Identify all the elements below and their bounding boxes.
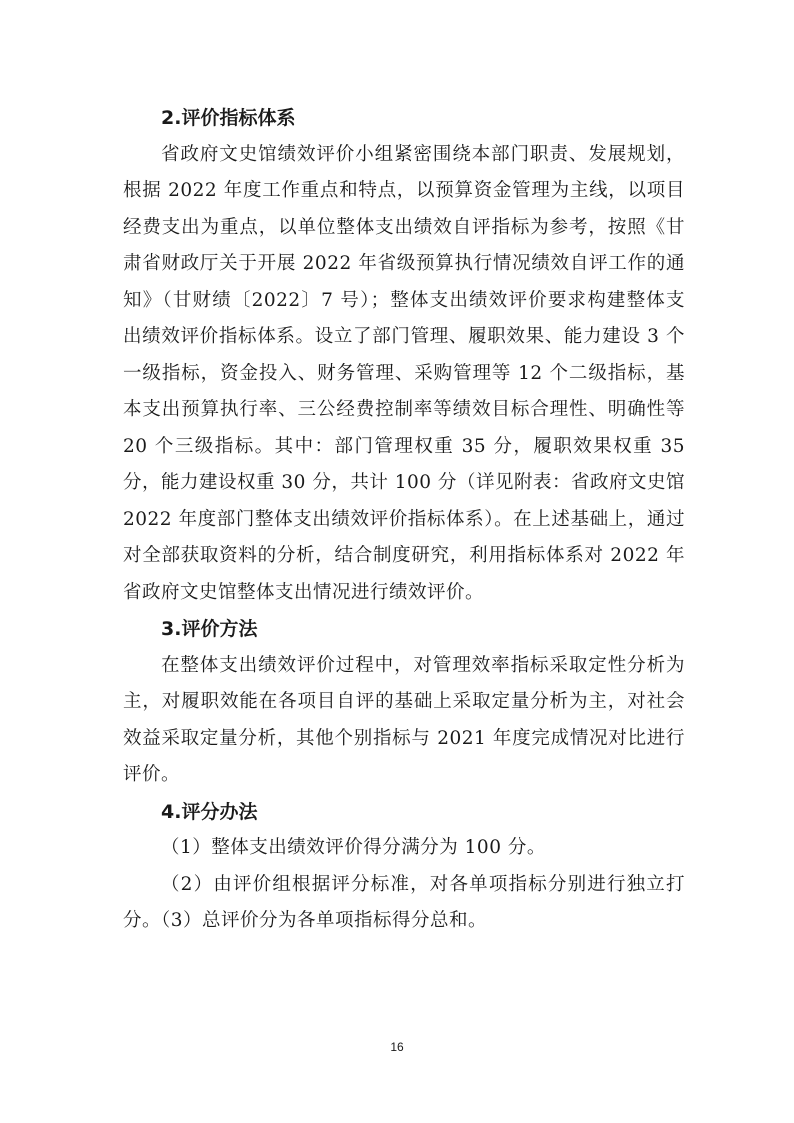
scoring-item-2-3: （2）由评价组根据评分标准，对各单项指标分别进行独立打分。（3）总评价分为各单项指标得分总和。	[123, 873, 685, 931]
section-heading-scoring-method: 4.评分办法	[161, 800, 258, 823]
document-body	[123, 100, 685, 940]
paragraph-evaluation-index-system: 省政府文史馆绩效评价小组紧密围绕本部门职责、发展规划，根据 2022 年度工作重点和特点，以预算资金管理为主线，以项目经费支出为重点，以单位整体支出绩效自评指标为参考，按照《甘肃省财政厅关于开展 2022 年省级预算执行情况绩效自评工作的通知》（甘财绩〔2022〕7 号）；整体支出绩效评价要求构建整体支出绩效评价指标体系。设立了部门管理、履职效果、能力建设 3 个一级指标，资金投入、财务管理、采购管理等 12 个二级指标，基本支出预算执行率、三公经费控制率等绩效目标合理性、明确性等 20 个三级指标。其中：部门管理权重 35 分，履职效果权重 35 分，能力建设权重 30 分，共计 100 分（详见附表：省政府文史馆 2022 年度部门整体支出绩效评价指标体系）。在上述基础上，通过对全部获取资料的分析，结合制度研究，利用指标体系对 2022 年省政府文史馆整体支出情况进行绩效评价。	[123, 143, 685, 603]
section-heading-evaluation-index-system: 2.评价指标体系	[161, 107, 296, 129]
scoring-item-1: （1）整体支出绩效评价得分满分为 100 分。	[161, 837, 546, 858]
section-heading-evaluation-method: 3.评价方法	[161, 618, 258, 640]
paragraph-evaluation-method: 在整体支出绩效评价过程中，对管理效率指标采取定性分析为主，对履职效能在各项目自评的基础上采取定量分析为主，对社会效益采取定量分析，其他个别指标与 2021 年度完成情况对比进行评价。	[123, 654, 685, 785]
page-number: 16	[390, 1040, 404, 1054]
